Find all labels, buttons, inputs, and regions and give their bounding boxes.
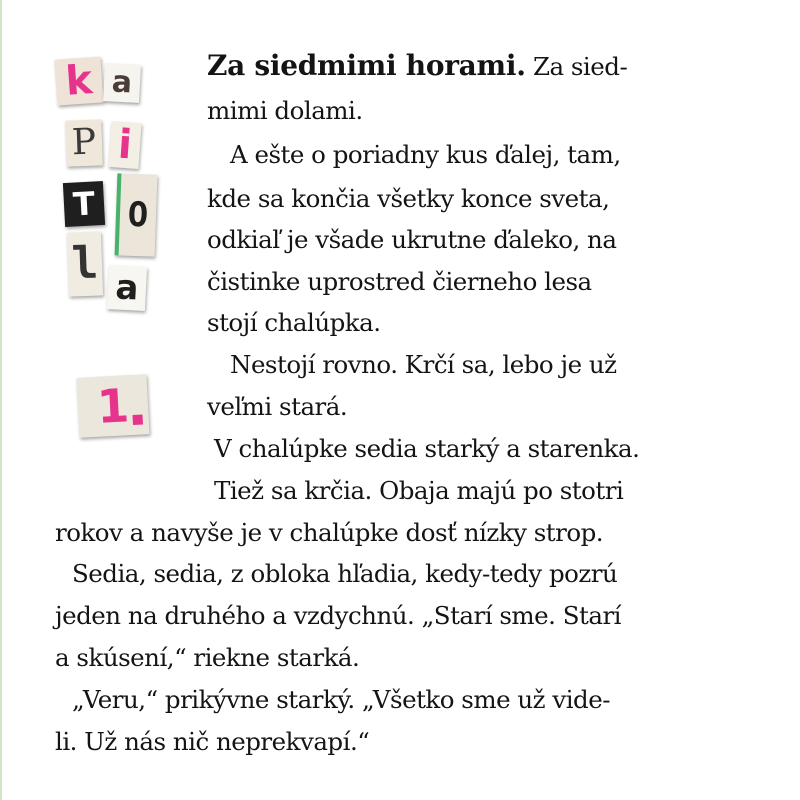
chapter-letter: a <box>114 267 140 309</box>
chapter-number: 1 <box>95 378 131 434</box>
text-line: a skúsení,“ riekne starká. <box>55 643 360 672</box>
text-line: mimi dolami. <box>207 96 363 125</box>
heading-tail: Za sied- <box>532 52 628 81</box>
chapter-heading: Za siedmimi horami. <box>207 49 526 82</box>
chapter-letter: i <box>116 121 134 169</box>
text-line: Nestojí rovno. Krčí sa, lebo je už <box>230 350 617 379</box>
text-line: Sedia, sedia, z obloka hľadia, kedy-tedy pozrú <box>72 559 618 588</box>
chapter-letter: k <box>64 57 94 105</box>
text-line: rokov a navyše je v chalúpke dosť nízky strop. <box>55 518 604 547</box>
chapter-letter: O <box>127 194 149 236</box>
text-line: A ešte o poriadny kus ďalej, tam, <box>230 140 621 169</box>
text-line: čistinke uprostred čierneho lesa <box>207 267 592 296</box>
text-line: odkiaľ je všade ukrutne ďaleko, na <box>207 225 617 254</box>
chapter-letter: l <box>70 237 100 290</box>
chapter-letter: P <box>71 121 97 164</box>
text-line: li. Už nás nič neprekvapí.“ <box>55 727 370 756</box>
heading-line <box>207 49 628 82</box>
text-line: „Veru,“ prikývne starký. „Všetko sme už vide- <box>72 685 611 714</box>
text-line: stojí chalúpka. <box>207 308 381 337</box>
text-line: jeden na druhého a vzdychnú. „Starí sme. Starí <box>55 601 622 630</box>
text-line: Tiež sa krčia. Obaja majú po stotri <box>214 476 624 505</box>
text-line: veľmi stará. <box>207 392 348 421</box>
text-line: kde sa končia všetky konce sveta, <box>207 184 610 213</box>
chapter-letter: T <box>72 184 96 224</box>
chapter-letter: a <box>110 64 134 101</box>
text-line: V chalúpke sedia starký a starenka. <box>214 434 640 463</box>
